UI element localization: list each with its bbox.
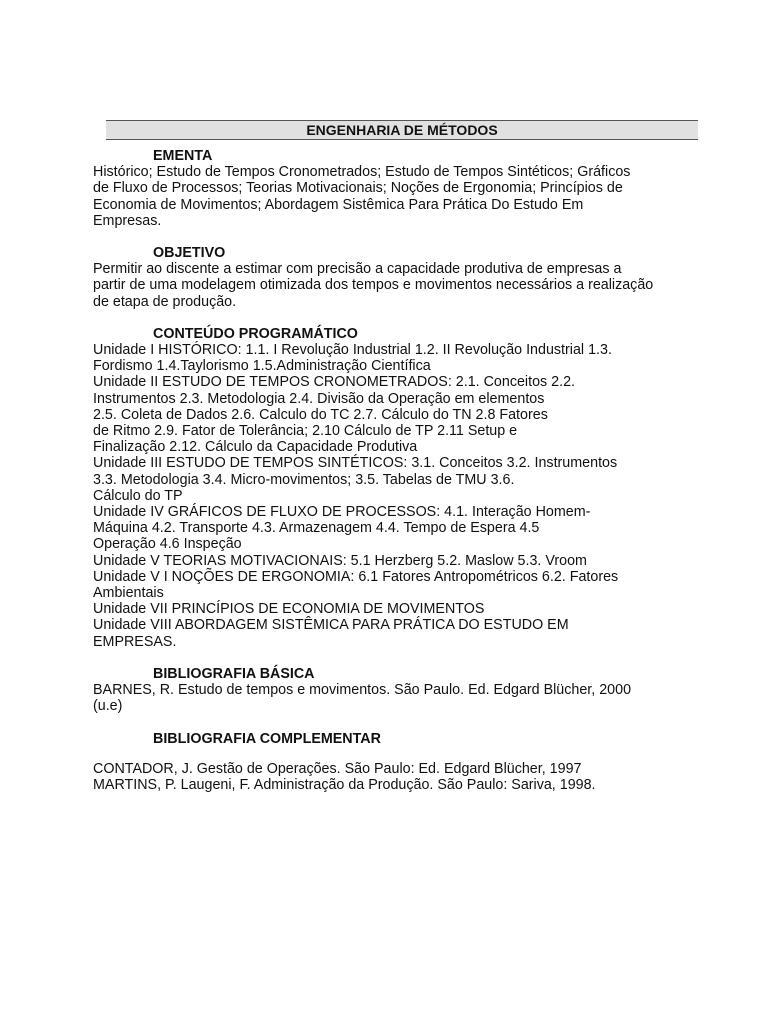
text-line: de Fluxo de Processos; Teorias Motivacionais; Noções de Ergonomia; Princípios de — [93, 180, 623, 197]
text-line: de Ritmo 2.9. Fator de Tolerância; 2.10 Cálculo de TP 2.11 Setup e — [93, 423, 518, 440]
section-conteudo — [93, 326, 693, 650]
section-heading: EMENTA — [153, 148, 213, 164]
text-line: MARTINS, P. Laugeni, F. Administração da Produção. São Paulo: Sariva, 1998. — [93, 776, 596, 793]
text-line: Histórico; Estudo de Tempos Cronometrados; Estudo de Tempos Sintéticos; Gráficos — [93, 164, 631, 181]
text-line: CONTADOR, J. Gestão de Operações. São Paulo: Ed. Edgard Blücher, 1997 — [93, 760, 582, 777]
section-bibliografia-basica — [93, 666, 693, 715]
text-line: de etapa de produção. — [93, 293, 237, 310]
text-line: Operação 4.6 Inspeção — [93, 536, 242, 553]
section-ementa — [93, 148, 693, 229]
section-heading: OBJETIVO — [153, 245, 226, 262]
document-title: ENGENHARIA DE MÉTODOS — [106, 120, 698, 140]
text-line: EMPRESAS. — [93, 633, 177, 650]
text-line: (u.e) — [93, 698, 123, 715]
text-line: Unidade III ESTUDO DE TEMPOS SINTÉTICOS: 3.1. Conceitos 3.2. Instrumentos — [93, 455, 618, 472]
section-bibliografia-complementar — [93, 731, 693, 794]
text-line: Finalização 2.12. Cálculo da Capacidade Produtiva — [93, 439, 418, 456]
text-line: Unidade IV GRÁFICOS DE FLUXO DE PROCESSOS: 4.1. Interação Homem- — [93, 504, 591, 521]
text-line: Máquina 4.2. Transporte 4.3. Armazenagem 4.4. Tempo de Espera 4.5 — [93, 520, 540, 537]
text-line: 2.5. Coleta de Dados 2.6. Calculo do TC 2.7. Cálculo do TN 2.8 Fatores — [93, 406, 548, 423]
text-line: Unidade II ESTUDO DE TEMPOS CRONOMETRADOS: 2.1. Conceitos 2.2. — [93, 374, 576, 391]
document-body — [93, 148, 693, 793]
section-objetivo — [93, 245, 693, 310]
text-line: Cálculo do TP — [93, 487, 183, 504]
text-line: Ambientais — [93, 585, 164, 602]
text-line: Economia de Movimentos; Abordagem Sistêmica Para Prática Do Estudo Em — [93, 196, 584, 213]
text-line: BARNES, R. Estudo de tempos e movimentos. São Paulo. Ed. Edgard Blücher, 2000 — [93, 682, 632, 699]
text-line: partir de uma modelagem otimizada dos tempos e movimentos necessários a realização — [93, 277, 654, 294]
section-heading: CONTEÚDO PROGRAMÁTICO — [153, 325, 358, 342]
text-line: Empresas. — [93, 212, 162, 229]
section-heading: BIBLIOGRAFIA COMPLEMENTAR — [153, 730, 381, 747]
text-line: Fordismo 1.4.Taylorismo 1.5.Administração Científica — [93, 358, 431, 375]
text-line: Instrumentos 2.3. Metodologia 2.4. Divisão da Operação em elementos — [93, 390, 545, 407]
section-heading: BIBLIOGRAFIA BÁSICA — [153, 665, 315, 682]
text-line: Permitir ao discente a estimar com precisão a capacidade produtiva de empresas a — [93, 261, 622, 278]
text-line: 3.3. Metodologia 3.4. Micro-movimentos; 3.5. Tabelas de TMU 3.6. — [93, 471, 515, 488]
text-line: Unidade I HISTÓRICO: 1.1. I Revolução Industrial 1.2. II Revolução Industrial 1.3. — [93, 342, 612, 359]
text-line: Unidade V TEORIAS MOTIVACIONAIS: 5.1 Herzberg 5.2. Maslow 5.3. Vroom — [93, 552, 587, 569]
text-line: Unidade VII PRINCÍPIOS DE ECONOMIA DE MOVIMENTOS — [93, 601, 485, 618]
text-line: Unidade VIII ABORDAGEM SISTÊMICA PARA PRÁTICA DO ESTUDO EM — [93, 617, 569, 634]
text-line: Unidade V I NOÇÕES DE ERGONOMIA: 6.1 Fatores Antropométricos 6.2. Fatores — [93, 568, 619, 585]
